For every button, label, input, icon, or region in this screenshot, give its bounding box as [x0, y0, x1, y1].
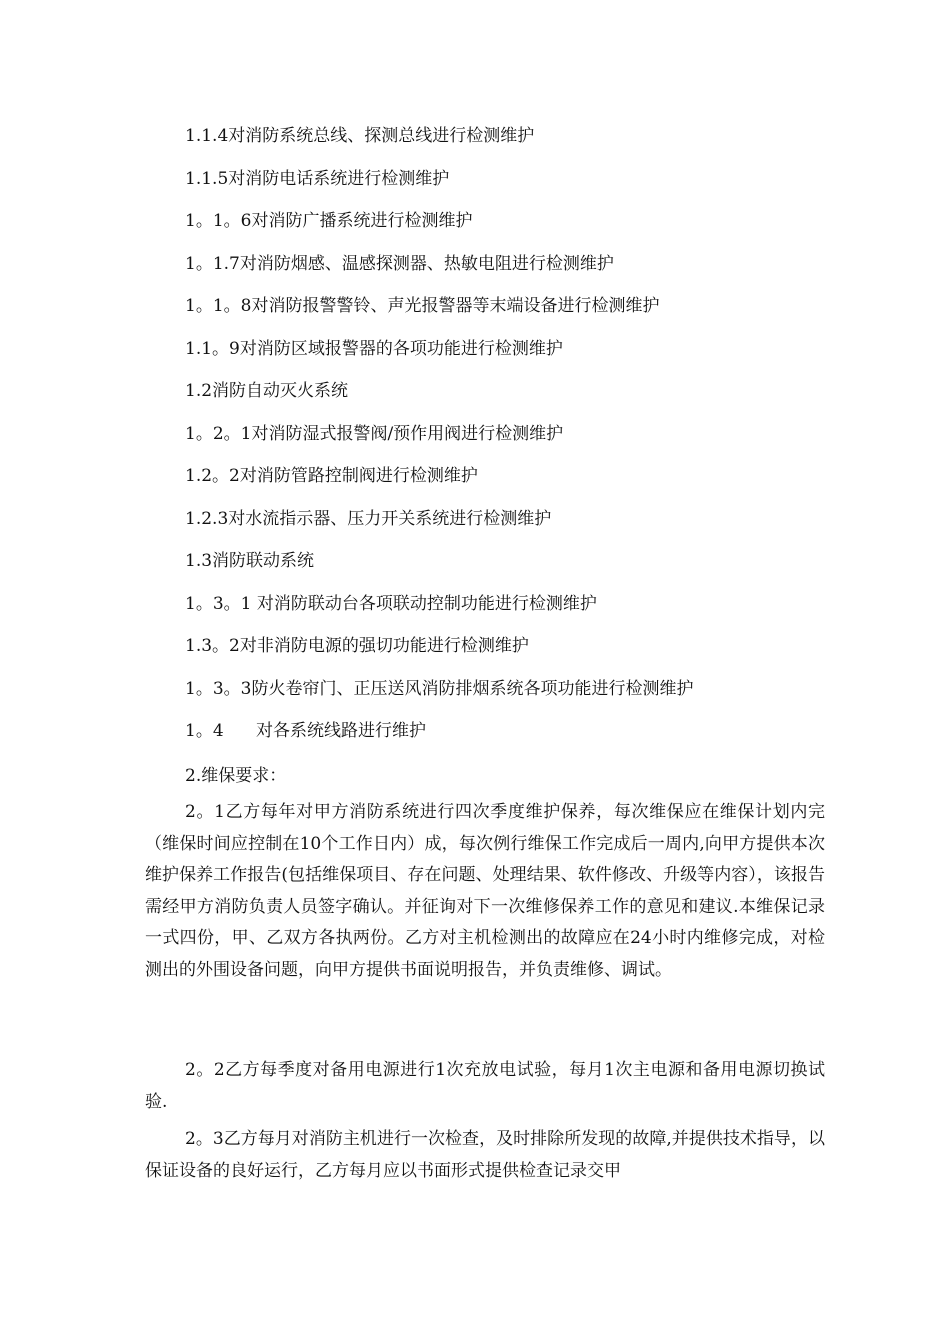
list-item: 1。1。6对消防广播系统进行检测维护	[185, 211, 473, 231]
list-item: 1.1.5对消防电话系统进行检测维护	[185, 169, 450, 189]
paragraph-2-1-text: 2。1乙方每年对甲方消防系统进行四次季度维护保养，每次维保应在维保计划内完（维保时间应控制在10个工作日内）成，每次例行维保工作完成后一周内,向甲方提供本次维护保养工作报告(包括维保项目、存在问题、处理结果、软件修改、升级等内容），该报告需经甲方消防负责人员签字确认。并征询对下一次维修保养工作的意见和建议.本维保记录一式四份，甲、乙双方各执两份。乙方对主机检测出的故障应在24小时内维修完成，对检测出的外围设备问题，向甲方提供书面说明报告，并负责维修、调试。	[145, 802, 825, 980]
paragraph-2-3	[145, 1124, 825, 1187]
section-heading: 1.3消防联动系统	[185, 551, 315, 571]
list-item: 1.2。2对消防管路控制阀进行检测维护	[185, 466, 478, 486]
list-item: 1。1.7对消防烟感、温感探测器、热敏电阻进行检测维护	[185, 254, 614, 274]
paragraph-2-3-text: 2。3乙方每月对消防主机进行一次检查，及时排除所发现的故障,并提供技术指导，以保证设备的良好运行，乙方每月应以书面形式提供检查记录交甲	[145, 1129, 825, 1181]
paragraph-2-2	[145, 1055, 825, 1118]
paragraph-2-2-text: 2。2乙方每季度对备用电源进行1次充放电试验，每月1次主电源和备用电源切换试验.	[145, 1060, 825, 1112]
list-item: 1。2。1对消防湿式报警阀/预作用阀进行检测维护	[185, 424, 564, 444]
list-item: 1。3。3防火卷帘门、正压送风消防排烟系统各项功能进行检测维护	[185, 679, 694, 699]
list-item: 1。4 对各系统线路进行维护	[185, 721, 427, 741]
list-item: 1.1.4对消防系统总线、探测总线进行检测维护	[185, 126, 535, 146]
paragraph-2-1	[145, 797, 825, 986]
list-item: 1.3。2对非消防电源的强切功能进行检测维护	[185, 636, 529, 656]
list-item: 1。3。1 对消防联动台各项联动控制功能进行检测维护	[185, 594, 597, 614]
section-2-heading: 2.维保要求：	[185, 766, 287, 786]
list-item: 1。1。8对消防报警警铃、声光报警器等末端设备进行检测维护	[185, 296, 660, 316]
list-item: 1.2.3对水流指示器、压力开关系统进行检测维护	[185, 509, 552, 529]
list-item: 1.1。9对消防区域报警器的各项功能进行检测维护	[185, 339, 563, 359]
section-heading: 1.2消防自动灭火系统	[185, 381, 349, 401]
